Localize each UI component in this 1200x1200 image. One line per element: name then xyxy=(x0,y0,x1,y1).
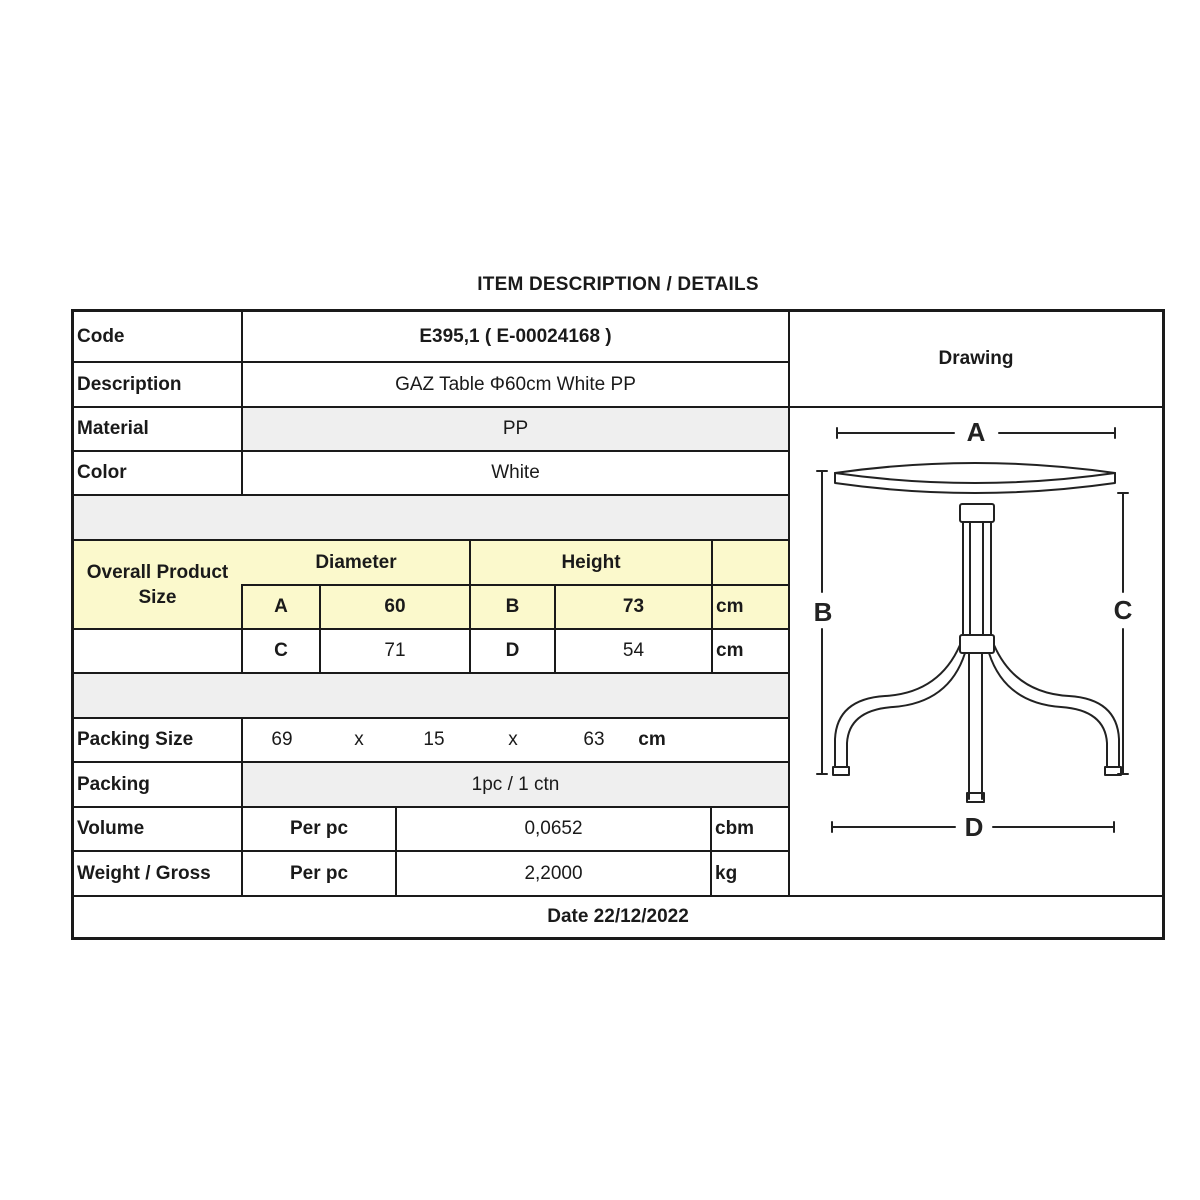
material-label: Material xyxy=(77,418,149,439)
dim-unit-row1: cm xyxy=(716,596,744,617)
table-top xyxy=(835,463,1115,493)
overall-size-label xyxy=(74,541,241,628)
dim-unit-row2: cm xyxy=(716,640,744,661)
packing-size-x2: x xyxy=(508,729,518,750)
overall-size-label-line2: Size xyxy=(138,586,177,608)
description-label: Description xyxy=(77,373,182,395)
diameter-header: Diameter xyxy=(315,551,397,573)
volume-per: Per pc xyxy=(289,818,349,839)
spacer-row-1 xyxy=(74,495,789,540)
dim-value-a: 60 xyxy=(384,596,406,617)
spacer-row-2 xyxy=(74,673,789,718)
packing-size-width: 69 xyxy=(271,729,293,750)
dim-label-a: A xyxy=(966,417,986,447)
overall-size-label-line1: Overall Product xyxy=(86,561,229,583)
packing-size-label: Packing Size xyxy=(77,729,194,750)
dim-key-b: B xyxy=(505,596,520,617)
packing-size-x1: x xyxy=(354,729,364,750)
page-title: ITEM DESCRIPTION / DETAILS xyxy=(477,274,759,295)
packing-size-depth: 15 xyxy=(423,729,445,750)
table-legs xyxy=(833,645,1121,775)
volume-value: 0,0652 xyxy=(524,818,583,839)
dim-value-d: 54 xyxy=(622,640,645,661)
weight-value: 2,2000 xyxy=(524,862,583,884)
volume-unit: cbm xyxy=(715,818,755,839)
packing-label: Packing xyxy=(77,773,150,795)
color-value: White xyxy=(491,462,540,483)
dim-value-c: 71 xyxy=(384,640,406,661)
dim-key-c: C xyxy=(274,640,288,661)
dim-key-d: D xyxy=(505,640,520,661)
rule xyxy=(74,672,790,674)
packing-value: 1pc / 1 ctn xyxy=(471,773,560,795)
rule xyxy=(74,494,790,496)
color-label: Color xyxy=(77,462,127,483)
drawing-label: Drawing xyxy=(938,348,1014,369)
table-drawing xyxy=(789,407,1165,893)
packing-size-unit: cm xyxy=(638,729,666,750)
dim-label-b: B xyxy=(813,597,833,627)
weight-label: Weight / Gross xyxy=(77,862,211,884)
weight-unit: kg xyxy=(715,862,738,884)
dim-key-a: A xyxy=(274,596,288,617)
code-label: Code xyxy=(77,325,125,347)
dim-label-c: C xyxy=(1113,595,1133,625)
height-header: Height xyxy=(561,551,621,573)
volume-label: Volume xyxy=(77,818,145,839)
packing-size-height: 63 xyxy=(583,729,605,750)
date-footer: Date 22/12/2022 xyxy=(547,906,689,927)
material-value: PP xyxy=(502,418,529,439)
description-value: GAZ Table Φ60cm White PP xyxy=(395,373,636,395)
code-value: E395,1 ( E-00024168 ) xyxy=(419,325,612,347)
weight-per: Per pc xyxy=(289,862,349,884)
dim-value-b: 73 xyxy=(622,596,645,617)
dim-label-d: D xyxy=(964,812,984,842)
